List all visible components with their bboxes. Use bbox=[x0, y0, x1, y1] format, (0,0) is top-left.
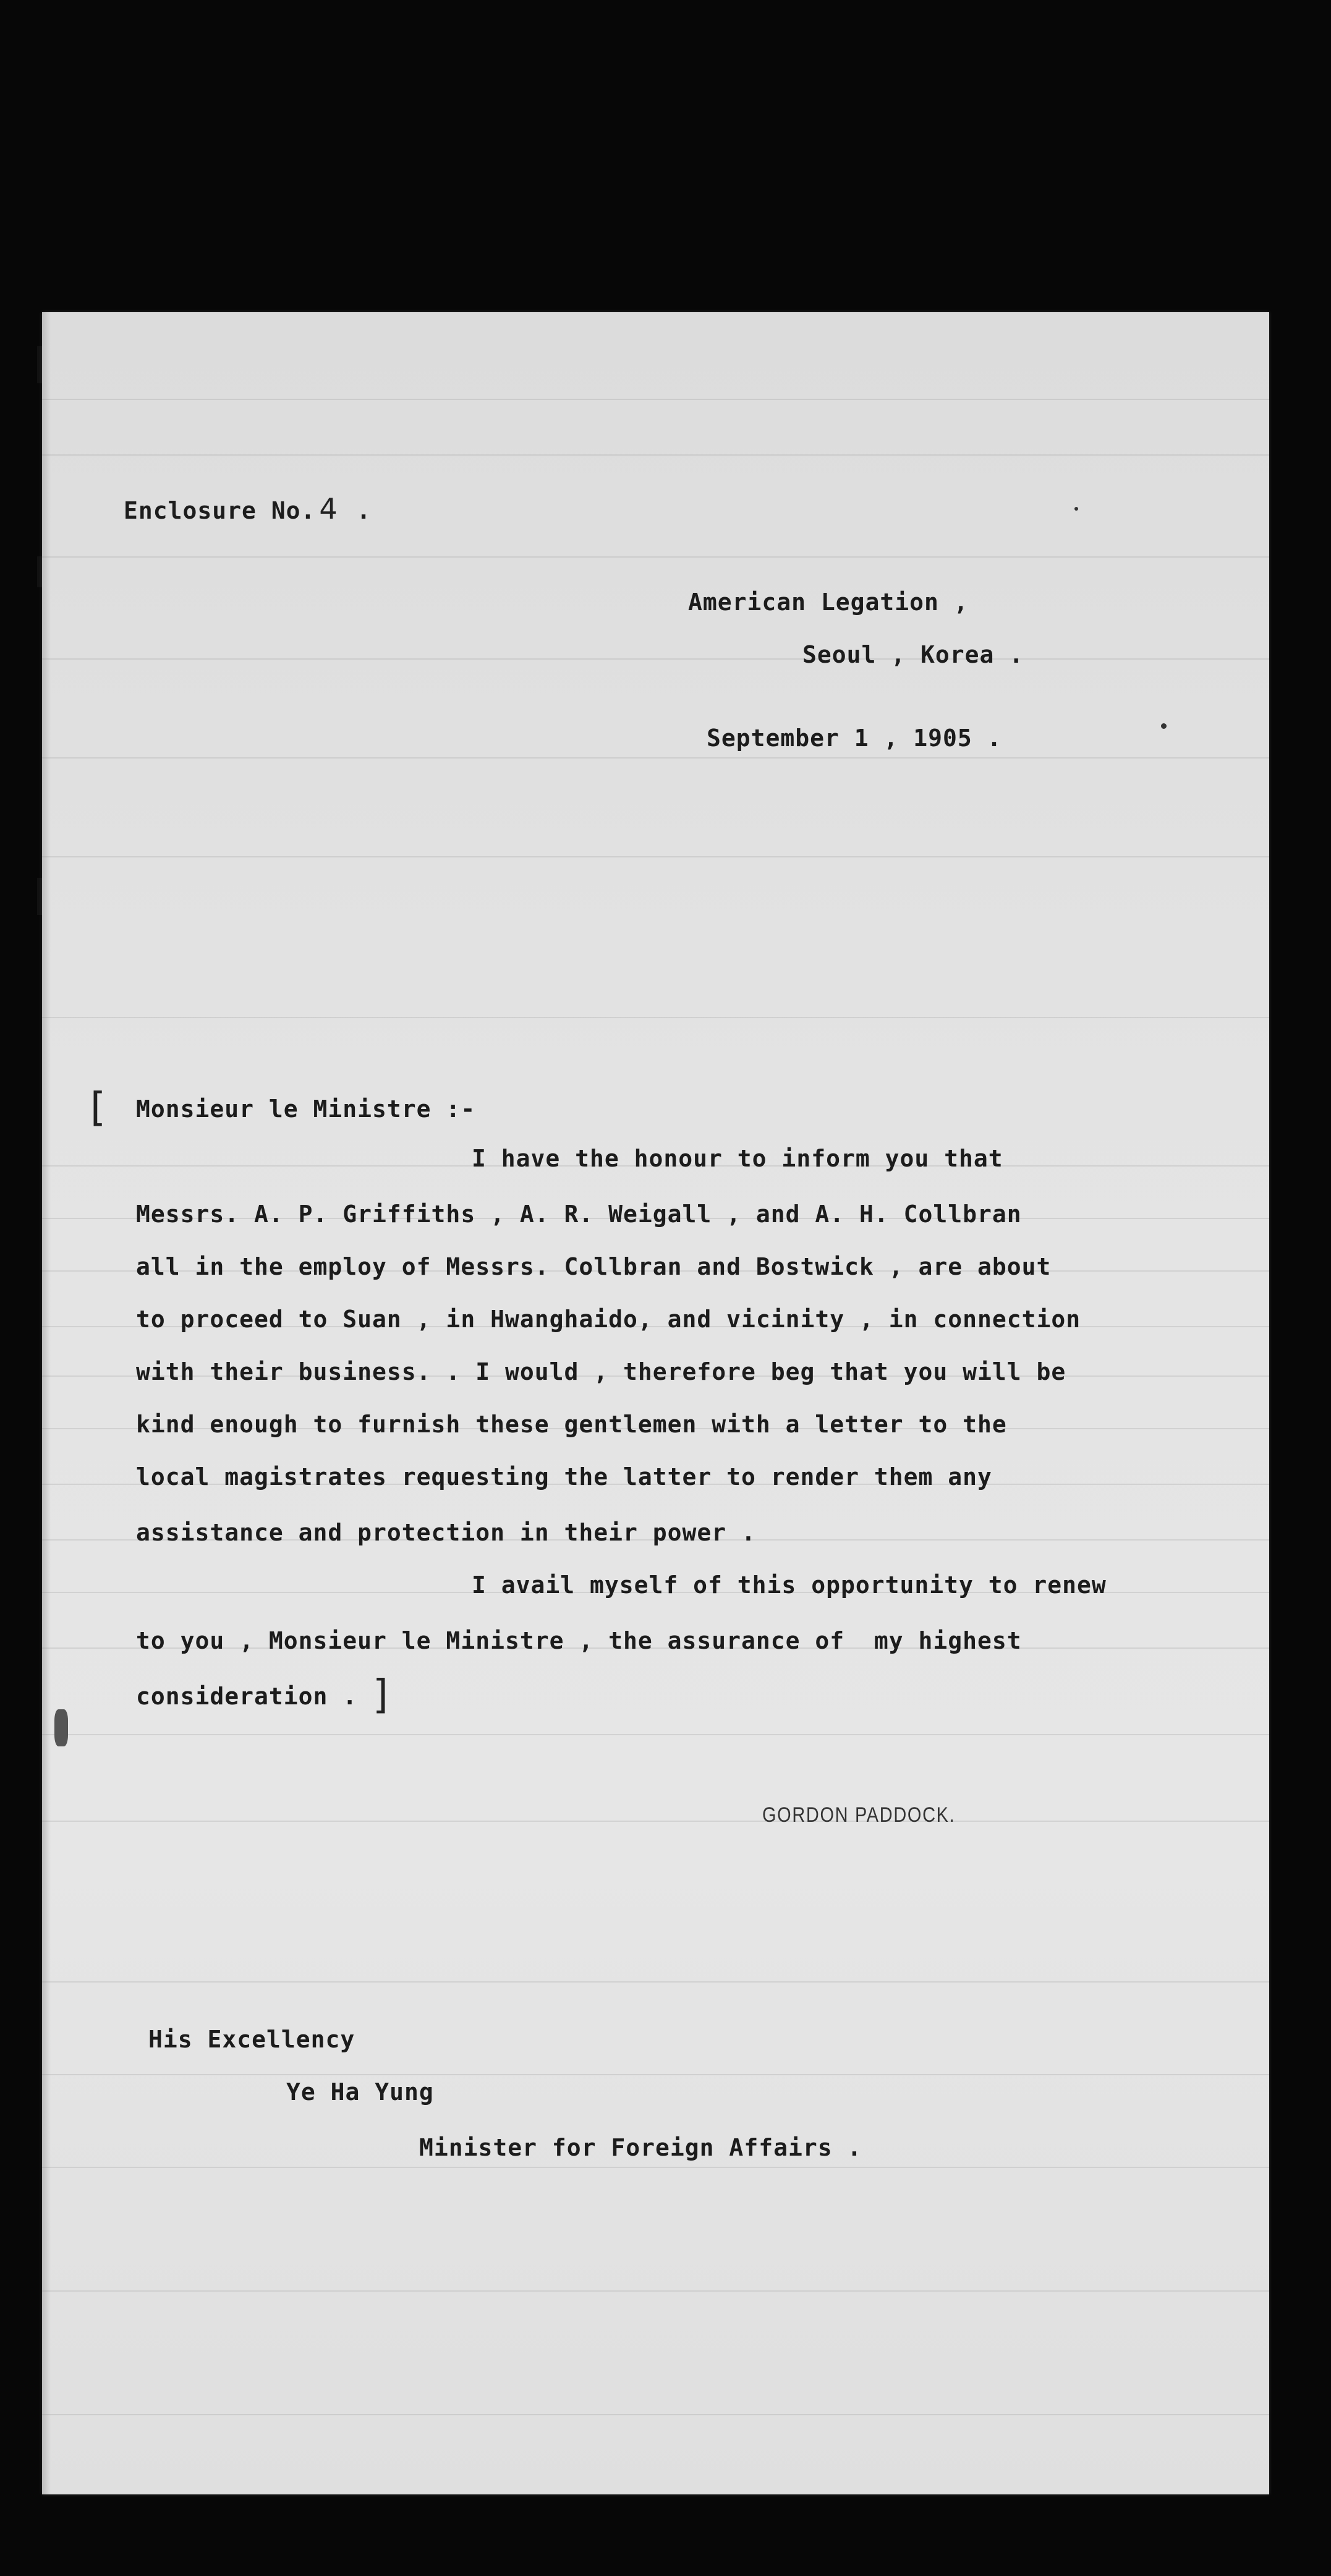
ruled-line bbox=[42, 1981, 1269, 1983]
ruled-line bbox=[42, 658, 1269, 660]
ruled-line bbox=[42, 399, 1269, 400]
close-bracket-mark: ] bbox=[373, 1672, 388, 1718]
closing-line: to you , Monsieur le Ministre , the assurance of my highest bbox=[136, 1627, 1022, 1654]
closing-line: I avail myself of this opportunity to renew bbox=[472, 1571, 1107, 1599]
scan-smudge bbox=[54, 1709, 68, 1746]
salutation: Monsieur le Ministre :- bbox=[136, 1095, 476, 1123]
ruled-line bbox=[42, 2074, 1269, 2075]
body-line: all in the employ of Messrs. Collbran and Bostwick , are about bbox=[136, 1253, 1052, 1280]
enclosure-label: Enclosure No. 4 . bbox=[124, 492, 372, 525]
body-line: I have the honour to inform you that bbox=[472, 1145, 1003, 1172]
enclosure-number: 4 bbox=[319, 492, 338, 525]
ruled-line bbox=[42, 856, 1269, 857]
letterhead-date: September 1 , 1905 . bbox=[707, 725, 1002, 752]
scan-speck bbox=[1074, 507, 1078, 511]
ruled-line bbox=[42, 1821, 1269, 1822]
ruled-line bbox=[42, 2414, 1269, 2415]
signature: GORDON PADDOCK. bbox=[762, 1803, 956, 1827]
letterhead-place: Seoul , Korea . bbox=[802, 641, 1024, 668]
addressee-line1: His Excellency bbox=[148, 2026, 355, 2053]
ruled-line bbox=[42, 2290, 1269, 2292]
body-line: to proceed to Suan , in Hwanghaido, and vicinity , in connection bbox=[136, 1306, 1081, 1333]
ruled-line bbox=[42, 1017, 1269, 1018]
open-bracket-mark: [ bbox=[90, 1085, 106, 1131]
ruled-line bbox=[42, 2167, 1269, 2168]
body-line: kind enough to furnish these gentlemen with a letter to the bbox=[136, 1411, 1007, 1438]
closing-line: consideration . bbox=[136, 1683, 358, 1710]
body-line: Messrs. A. P. Griffiths , A. R. Weigall , and A. H. Collbran bbox=[136, 1201, 1022, 1228]
ruled-line bbox=[42, 1734, 1269, 1735]
body-line: with their business. . I would , therefore beg that you will be bbox=[136, 1358, 1066, 1385]
addressee-line3: Minister for Foreign Affairs . bbox=[419, 2134, 862, 2161]
ruled-line bbox=[42, 757, 1269, 759]
body-line: local magistrates requesting the latter to render them any bbox=[136, 1463, 992, 1490]
ruled-line bbox=[42, 556, 1269, 558]
document-page bbox=[42, 312, 1269, 2494]
addressee-line2: Ye Ha Yung bbox=[286, 2078, 434, 2106]
scan-speck bbox=[1161, 723, 1167, 729]
letterhead-org: American Legation , bbox=[688, 589, 969, 616]
body-line: assistance and protection in their power . bbox=[136, 1519, 756, 1546]
ruled-line bbox=[42, 454, 1269, 456]
